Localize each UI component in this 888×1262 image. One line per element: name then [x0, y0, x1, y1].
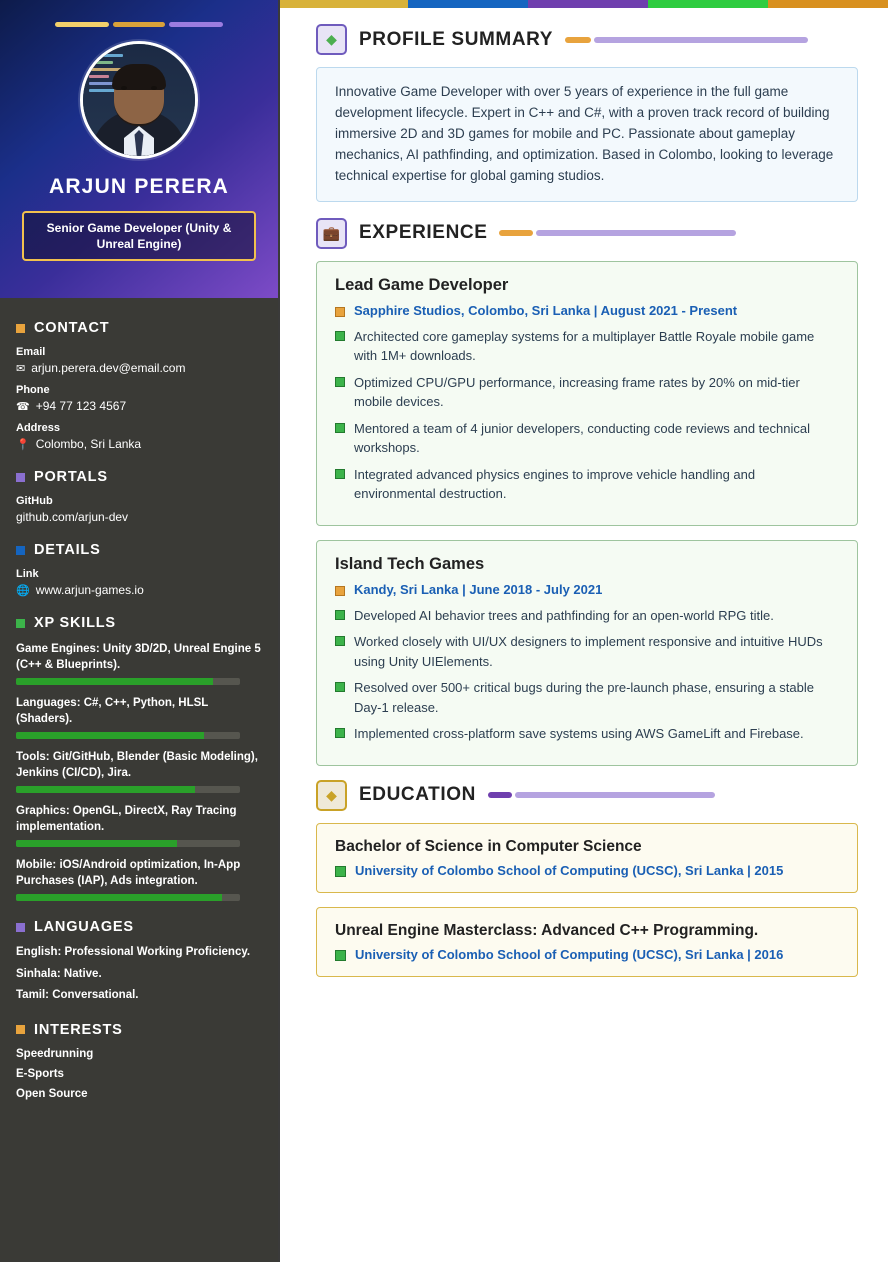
section-marker-icon: [16, 1025, 25, 1034]
section-title: CONTACT: [34, 320, 110, 336]
graduation-cap-icon: ◆: [316, 780, 347, 811]
job-bullet: [335, 678, 839, 717]
bullet-marker-icon: [335, 728, 345, 738]
section-title: INTERESTS: [34, 1021, 123, 1038]
skill-label: Tools: Git/GitHub, Blender (Basic Modeling), Jenkins (CI/CD), Jira.: [16, 751, 258, 779]
website-value[interactable]: www.arjun-games.io: [35, 583, 144, 597]
section-title: EXPERIENCE: [359, 222, 488, 244]
sidebar-section-details-header: [16, 542, 262, 558]
education-title: Unreal Engine Masterclass: Advanced C++ Programming.: [335, 921, 759, 939]
main-content: [280, 0, 888, 1262]
bullet-text: Resolved over 500+ critical bugs during the pre-launch phase, ensuring a stable Day-1 release.: [354, 680, 814, 715]
envelope-icon: ✉: [16, 362, 26, 375]
skill-progress-bar: [16, 732, 240, 739]
candidate-role: Senior Game Developer (Unity & Unreal Engine): [22, 211, 256, 261]
skill-progress-bar: [16, 786, 240, 793]
bullet-marker-icon: [335, 610, 345, 620]
pin-icon: 📍: [16, 438, 30, 451]
contact-field-address: [16, 422, 262, 451]
experience-card: [316, 540, 858, 766]
bullet-text: Developed AI behavior trees and pathfinding for an open-world RPG title.: [354, 607, 774, 623]
skill-label: Mobile: iOS/Android optimization, In-App Purchases (IAP), Ads integration.: [16, 859, 241, 887]
skill-progress-bar: [16, 678, 240, 685]
profile-summary-text: Innovative Game Developer with over 5 years of experience in the full game development lifecycle. Expert in C++ and C#, with a proven track record of building immersive 2D and 3D games for mobile and PC. Passionate about gameplay mechanics, AI pathfinding, and optimization. Based in Colombo, looking to leverage technical expertise for global gaming studios.: [335, 84, 834, 183]
bullet-text: Optimized CPU/GPU performance, increasing frame rates by 20% on mid-tier mobile devices.: [354, 374, 800, 410]
meta-marker-icon: [335, 307, 345, 317]
bullet-marker-icon: [335, 469, 345, 479]
avatar: [80, 41, 198, 159]
section-title: PROFILE SUMMARY: [359, 28, 554, 50]
job-meta-text: Sapphire Studios, Colombo, Sri Lanka | August 2021 - Present: [354, 302, 738, 318]
github-value[interactable]: github.com/arjun-dev: [16, 510, 129, 524]
field-value-row: [16, 399, 262, 413]
portal-field-github: [16, 495, 262, 524]
field-value-row: [16, 361, 262, 375]
section-title: PORTALS: [34, 469, 108, 485]
education-meta-text: University of Colombo School of Computing (UCSC), Sri Lanka | 2016: [355, 946, 784, 962]
language-item: Tamil: Conversational.: [16, 989, 139, 1002]
skill-progress-bar: [16, 894, 240, 901]
job-bullet: [335, 632, 839, 671]
field-label: Link: [16, 568, 39, 580]
experience-header: [316, 218, 858, 249]
bullet-marker-icon: [335, 423, 345, 433]
section-title: DETAILS: [34, 542, 101, 558]
bullet-text: Integrated advanced physics engines to improve vehicle handling and environmental destruction.: [354, 466, 756, 502]
education-meta-text: University of Colombo School of Computing (UCSC), Sri Lanka | 2015: [355, 862, 784, 878]
field-label: Phone: [16, 384, 50, 396]
skill-label: Game Engines: Unity 3D/2D, Unreal Engine 5 (C++ & Blueprints).: [16, 643, 261, 671]
experience-card: [316, 261, 858, 526]
phone-value: +94 77 123 4567: [35, 399, 127, 413]
field-value-row: [16, 510, 262, 524]
profile-summary-header: [316, 24, 858, 55]
user-badge-icon: ◆: [316, 24, 347, 55]
section-title: LANGUAGES: [34, 919, 134, 936]
job-bullet: [335, 419, 839, 458]
meta-marker-icon: [335, 586, 345, 596]
header-rule: [499, 230, 736, 236]
sidebar-section-contact-header: [16, 320, 262, 336]
skill-item: [16, 858, 262, 901]
job-bullet: [335, 606, 839, 626]
sidebar-section-portals-header: [16, 469, 262, 485]
decorative-bars: [55, 22, 223, 27]
interest-item: E-Sports: [16, 1067, 64, 1080]
job-meta-text: Kandy, Sri Lanka | June 2018 - July 2021: [354, 581, 603, 597]
field-label: Email: [16, 346, 46, 358]
bullet-text: Worked closely with UI/UX designers to implement responsive and intuitive HUDs using Unity UIElements.: [354, 634, 823, 669]
skill-item: [16, 696, 262, 739]
contact-field-email: [16, 346, 262, 375]
skill-progress-bar: [16, 840, 240, 847]
skill-item: [16, 750, 262, 793]
candidate-name: ARJUN PERERA: [48, 175, 230, 198]
globe-icon: 🌐: [16, 584, 30, 597]
bullet-marker-icon: [335, 331, 345, 341]
language-item: Sinhala: Native.: [16, 967, 102, 980]
details-field-link: [16, 568, 262, 597]
sidebar-content: [0, 298, 278, 1262]
education-card: [316, 823, 858, 893]
bullet-marker-icon: [335, 377, 345, 387]
section-title: XP SKILLS: [34, 615, 116, 631]
skill-label: Graphics: OpenGL, DirectX, Ray Tracing implementation.: [16, 805, 237, 833]
section-marker-icon: [16, 546, 25, 555]
header-rule: [565, 37, 808, 43]
education-meta: [335, 863, 839, 878]
contact-field-phone: [16, 384, 262, 413]
education-meta: [335, 947, 839, 962]
bullet-marker-icon: [335, 636, 345, 646]
job-meta: [335, 303, 839, 318]
sidebar: [0, 0, 280, 1262]
address-value: Colombo, Sri Lanka: [35, 437, 142, 451]
job-bullet: [335, 724, 839, 744]
section-marker-icon: [16, 324, 25, 333]
job-bullet: [335, 327, 839, 366]
field-value-row: [16, 583, 262, 597]
job-bullet: [335, 373, 839, 412]
bullet-text: Implemented cross-platform save systems using AWS GameLift and Firebase.: [354, 726, 804, 742]
skill-item: [16, 804, 262, 847]
bullet-marker-icon: [335, 950, 346, 961]
job-title: Lead Game Developer: [335, 275, 509, 294]
briefcase-icon: 💼: [316, 218, 347, 249]
bullet-marker-icon: [335, 866, 346, 877]
sidebar-section-languages-header: [16, 919, 262, 935]
profile-summary-card: [316, 67, 858, 202]
job-meta: [335, 582, 839, 597]
interest-item: Open Source: [16, 1087, 88, 1100]
skill-label: Languages: C#, C++, Python, HLSL (Shaders).: [16, 697, 209, 725]
sidebar-section-interests-header: [16, 1022, 262, 1038]
field-label: Address: [16, 422, 61, 434]
header-rule: [488, 792, 715, 798]
education-header: [316, 780, 858, 811]
section-marker-icon: [16, 923, 25, 932]
job-title: Island Tech Games: [335, 554, 485, 573]
bullet-text: Mentored a team of 4 junior developers, conducting code reviews and technical workshops.: [354, 420, 810, 456]
top-color-bars: [280, 0, 888, 8]
bullet-text: Architected core gameplay systems for a multiplayer Battle Royale mobile game with 1M+ downloads.: [354, 328, 815, 364]
sidebar-section-skills-header: [16, 615, 262, 631]
section-marker-icon: [16, 473, 25, 482]
section-marker-icon: [16, 619, 25, 628]
email-value[interactable]: arjun.perera.dev@email.com: [31, 361, 186, 375]
field-label: GitHub: [16, 495, 53, 507]
interest-item: Speedrunning: [16, 1047, 94, 1060]
language-item: English: Professional Working Proficiency.: [16, 946, 251, 959]
education-card: [316, 907, 858, 977]
education-title: Bachelor of Science in Computer Science: [335, 837, 642, 855]
phone-icon: ☎: [16, 400, 30, 413]
skill-item: [16, 642, 262, 685]
bullet-marker-icon: [335, 682, 345, 692]
job-bullet: [335, 465, 839, 504]
sidebar-header: [0, 0, 278, 298]
section-title: EDUCATION: [359, 784, 476, 806]
field-value-row: [16, 437, 262, 451]
